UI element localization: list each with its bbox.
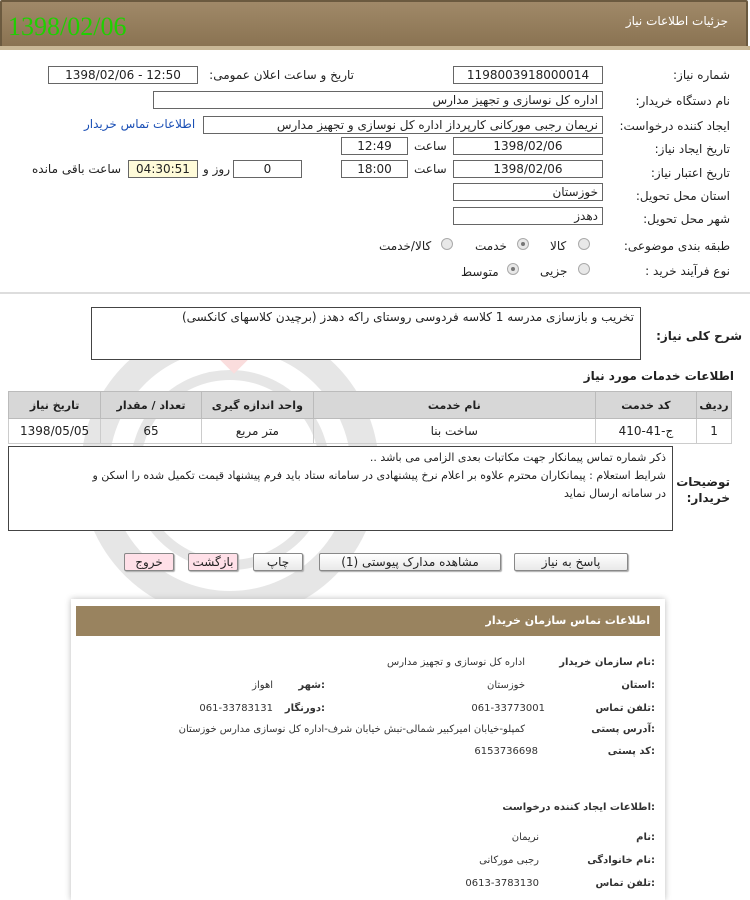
- back-button[interactable]: بازگشت: [188, 553, 238, 571]
- postal-label: کد پستی:: [607, 746, 655, 757]
- radio-partial-label: جزیی: [540, 264, 568, 278]
- org-value: اداره کل نوسازی و تجهیز مدارس: [387, 657, 525, 668]
- process-label: نوع فرآیند خرید :: [645, 264, 730, 278]
- summary-text: تخریب و بازسازی مدرسه 1 کلاسه فردوسی روستای راکه دهدز (برچیدن کلاسهای کانکسی): [181, 310, 634, 324]
- notes-line-2: شرایط استعلام : پیمانکاران محترم علاوه بر اعلام نرخ پیشنهادی در سامانه ستاد باید فرم پیشنهاد قیمت تکمیل شده را اسکن و: [92, 469, 666, 482]
- radio-goods[interactable]: [578, 238, 590, 250]
- radio-goods-service-label: کالا/خدمت: [379, 239, 432, 253]
- section-divider: [0, 292, 750, 294]
- phone-value: 061-33773001: [471, 703, 545, 714]
- days-label: روز و: [203, 162, 230, 176]
- need-number-label: شماره نیاز:: [673, 68, 730, 82]
- radio-medium[interactable]: [507, 263, 519, 275]
- exit-button[interactable]: خروج: [124, 553, 174, 571]
- col-unit: واحد اندازه گیری: [201, 392, 313, 419]
- name-value: نریمان: [511, 832, 539, 843]
- cell-need-date: 1398/05/05: [9, 419, 101, 444]
- phone-label: تلفن تماس:: [595, 703, 655, 714]
- remaining-time-field: 04:30:51: [128, 160, 198, 178]
- valid-date-field: 1398/02/06: [453, 160, 603, 178]
- buyer-contact-link[interactable]: اطلاعات تماس خریدار: [84, 117, 196, 131]
- city-field: دهدز: [453, 207, 603, 225]
- notes-textarea[interactable]: [8, 446, 673, 531]
- address-label: آدرس پستی:: [591, 724, 655, 735]
- cell-service-name: ساخت بنا: [313, 419, 595, 444]
- org-label: نام سازمان خریدار:: [559, 657, 655, 668]
- creator-phone-value: 0613-3783130: [465, 878, 539, 889]
- buyer-contact-card: [71, 599, 665, 900]
- reply-button[interactable]: پاسخ به نیاز: [514, 553, 628, 571]
- radio-service-label: خدمت: [475, 239, 507, 253]
- card-header: [76, 606, 660, 636]
- radio-service[interactable]: [517, 238, 529, 250]
- province-value-card: خوزستان: [487, 680, 525, 691]
- days-field: 0: [233, 160, 302, 178]
- valid-time-label: ساعت: [414, 162, 447, 176]
- attachments-button[interactable]: مشاهده مدارک پیوستی (1): [319, 553, 501, 571]
- creator-label: ایجاد کننده درخواست:: [619, 119, 730, 133]
- notes-line-1: ذکر شماره تماس پیمانکار جهت مکاتبات بعدی الزامی می باشد ..: [369, 451, 666, 464]
- creator-section-title: اطلاعات ایجاد کننده درخواست:: [502, 802, 655, 813]
- cell-service-code: ج-41-410: [595, 419, 696, 444]
- province-label-card: استان:: [621, 680, 655, 691]
- header-date: 1398/02/06: [8, 12, 127, 41]
- notes-label-1: توضیحات: [676, 475, 730, 489]
- table-row: [9, 419, 732, 444]
- notes-label-2: خریدار:: [686, 491, 730, 505]
- fax-label: دورنگار:: [284, 703, 325, 714]
- col-service-code: کد خدمت: [595, 392, 696, 419]
- page-title: جزئیات اطلاعات نیاز: [625, 14, 728, 28]
- radio-goods-label: کالا: [550, 239, 567, 253]
- creator-phone-label: تلفن تماس:: [595, 878, 655, 889]
- summary-textarea[interactable]: [91, 307, 641, 360]
- created-date-label: تاریخ ایجاد نیاز:: [654, 142, 730, 156]
- created-time-label: ساعت: [414, 139, 447, 153]
- col-service-name: نام خدمت: [313, 392, 595, 419]
- col-row: ردیف: [697, 392, 732, 419]
- province-field: خوزستان: [453, 183, 603, 201]
- cell-row: 1: [697, 419, 732, 444]
- need-number-field: 1198003918000014: [453, 66, 603, 84]
- postal-value: 6153736698: [474, 746, 538, 757]
- city-label: شهر محل تحویل:: [643, 212, 730, 226]
- created-time-field: 12:49: [341, 137, 408, 155]
- province-label: استان محل تحویل:: [635, 189, 730, 203]
- notes-line-3: در سامانه ارسال نماید: [563, 487, 666, 500]
- col-quantity: تعداد / مقدار: [101, 392, 202, 419]
- created-date-field: 1398/02/06: [453, 137, 603, 155]
- family-label: نام خانوادگی:: [587, 855, 655, 866]
- radio-goods-service[interactable]: [441, 238, 453, 250]
- valid-date-label: تاریخ اعتبار نیاز:: [650, 166, 730, 180]
- city-value-card: اهواز: [252, 680, 273, 691]
- address-value: کمپلو-خیابان امیرکبیر شمالی-نبش خیابان شرف-اداره کل نوسازی مدارس خوزستان: [178, 724, 525, 735]
- summary-label: شرح کلی نیاز:: [656, 329, 742, 343]
- family-value: رجبی مورکانی: [479, 855, 539, 866]
- city-label-card: شهر:: [298, 680, 325, 691]
- remaining-label: ساعت باقی مانده: [32, 162, 122, 176]
- announce-field: 1398/02/06 - 12:50: [48, 66, 198, 84]
- announce-label: تاریخ و ساعت اعلان عمومی:: [209, 68, 354, 82]
- card-title: اطلاعات تماس سازمان خریدار: [485, 614, 650, 627]
- print-button[interactable]: چاپ: [253, 553, 303, 571]
- creator-field: نریمان رجبی مورکانی کارپرداز اداره کل نوسازی و تجهیز مدارس: [203, 116, 603, 134]
- services-title: اطلاعات خدمات مورد نیاز: [583, 369, 734, 383]
- name-label: نام:: [636, 832, 655, 843]
- radio-partial[interactable]: [578, 263, 590, 275]
- col-need-date: تاریخ نیاز: [9, 392, 101, 419]
- services-table: [8, 391, 732, 444]
- cell-unit: متر مربع: [201, 419, 313, 444]
- buyer-label: نام دستگاه خریدار:: [635, 94, 730, 108]
- valid-time-field: 18:00: [341, 160, 408, 178]
- category-label: طبقه بندی موضوعی:: [623, 239, 730, 253]
- header-divider: [0, 46, 750, 50]
- cell-quantity: 65: [101, 419, 202, 444]
- services-header-row: [9, 392, 732, 419]
- radio-medium-label: متوسط: [461, 265, 499, 279]
- buyer-field: اداره کل نوسازی و تجهیز مدارس: [153, 91, 603, 109]
- fax-value: 061-33783131: [199, 703, 273, 714]
